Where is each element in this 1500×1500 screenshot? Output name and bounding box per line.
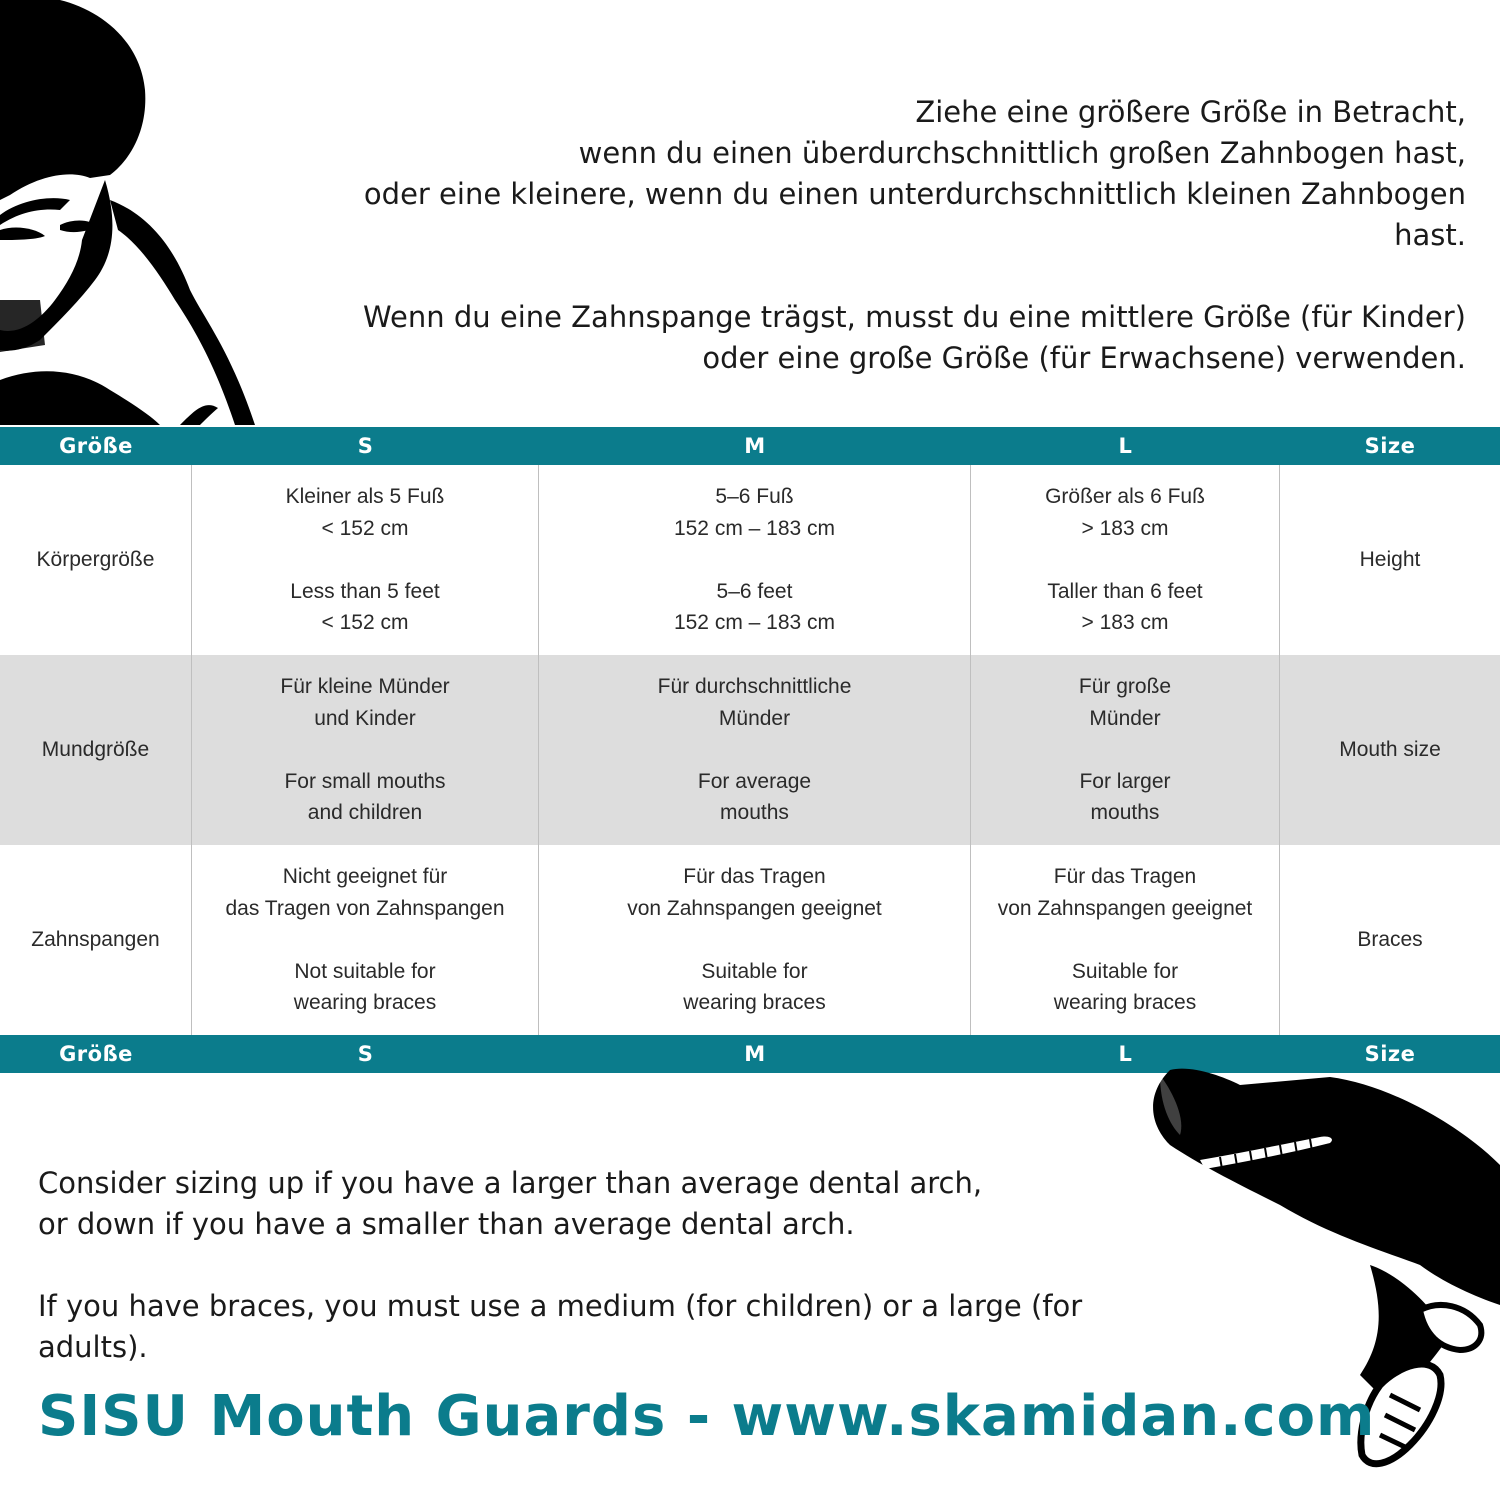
table-cell — [539, 655, 971, 845]
cell-text-en: Less than 5 feet < 152 cm — [290, 579, 440, 635]
table-cell — [971, 465, 1280, 655]
cell-text-de: Für das Tragen von Zahnspangen geeignet — [997, 865, 1253, 920]
cell-text-en: For small mouths and children — [284, 769, 446, 825]
cell-text-de: Für durchschnittliche Münder — [657, 675, 852, 730]
table-row-braces — [0, 845, 1500, 1035]
cell-text-de: Für das Tragen von Zahnspangen geeignet — [627, 865, 882, 920]
header-cell-size-de: Größe — [59, 1042, 133, 1066]
man-illustration — [0, 0, 270, 430]
cell-text-en: Suitable for wearing braces — [1053, 959, 1197, 1015]
cell-text-en: Suitable for wearing braces — [683, 959, 826, 1015]
cell-text-en: For larger mouths — [1079, 769, 1171, 825]
size-table — [0, 427, 1500, 1073]
table-cell — [539, 465, 971, 655]
row-label-de: Körpergröße — [0, 465, 192, 655]
row-label-de: Zahnspangen — [0, 845, 192, 1035]
intro-de-line: oder eine große Größe (für Erwachsene) verwenden. — [702, 341, 1466, 375]
cell-text-de: Für kleine Münder und Kinder — [280, 675, 450, 730]
cell-text-de: Kleiner als 5 Fuß < 152 cm — [285, 485, 445, 540]
intro-de-line: wenn du einen überdurchschnittlich großen Zahnbogen hast, — [578, 136, 1466, 170]
table-cell — [192, 655, 539, 845]
outro-en-line: or down if you have a smaller than average dental arch. — [38, 1207, 855, 1241]
table-row-mouth-size — [0, 655, 1500, 845]
intro-de-line: Wenn du eine Zahnspange trägst, musst du eine mittlere Größe (für Kinder) — [363, 300, 1466, 334]
header-cell-size-en: Size — [1364, 1042, 1416, 1066]
header-cell-m: M — [744, 434, 766, 458]
table-header-top — [0, 427, 1500, 465]
cell-text-en: For average mouths — [697, 769, 812, 825]
table-cell — [971, 845, 1280, 1035]
cell-text-de: Größer als 6 Fuß > 183 cm — [1045, 485, 1205, 540]
cell-text-de: Nicht geeignet für das Tragen von Zahnspangen — [225, 865, 505, 920]
table-row-height — [0, 465, 1500, 655]
cell-text-en: Taller than 6 feet > 183 cm — [1047, 579, 1203, 635]
row-label-en: Mouth size — [1339, 738, 1441, 762]
header-cell-l: L — [1118, 1042, 1133, 1066]
table-cell — [192, 465, 539, 655]
brand-footer: SISU Mouth Guards - www.skamidan.com — [38, 1384, 1376, 1449]
row-label-en: Height — [1359, 548, 1421, 572]
intro-de-line: oder eine kleinere, wenn du einen unterdurchschnittlich kleinen Zahnbogen hast. — [363, 177, 1466, 252]
header-cell-m: M — [744, 1042, 766, 1066]
cell-text-de: 5–6 Fuß 152 cm – 183 cm — [673, 485, 836, 540]
cell-text-en: 5–6 feet 152 cm – 183 cm — [673, 579, 836, 635]
intro-text-german — [286, 92, 1466, 379]
table-cell — [539, 845, 971, 1035]
outro-en-line: Consider sizing up if you have a larger than average dental arch, — [38, 1166, 983, 1200]
table-cell — [971, 655, 1280, 845]
cell-text-en: Not suitable for wearing braces — [293, 959, 437, 1015]
outro-text-english — [38, 1163, 1138, 1368]
header-cell-size-en: Size — [1364, 434, 1416, 458]
header-cell-l: L — [1118, 434, 1133, 458]
table-cell — [192, 845, 539, 1035]
header-cell-size-de: Größe — [59, 434, 133, 458]
intro-de-line: Ziehe eine größere Größe in Betracht, — [915, 95, 1466, 129]
row-label-de: Mundgröße — [0, 655, 192, 845]
row-label-en: Braces — [1357, 928, 1423, 952]
header-cell-s: S — [357, 1042, 374, 1066]
header-cell-s: S — [357, 434, 374, 458]
outro-en-line: If you have braces, you must use a medium (for children) or a large (for adults). — [38, 1289, 1083, 1364]
cell-text-de: Für große Münder — [1078, 675, 1172, 730]
